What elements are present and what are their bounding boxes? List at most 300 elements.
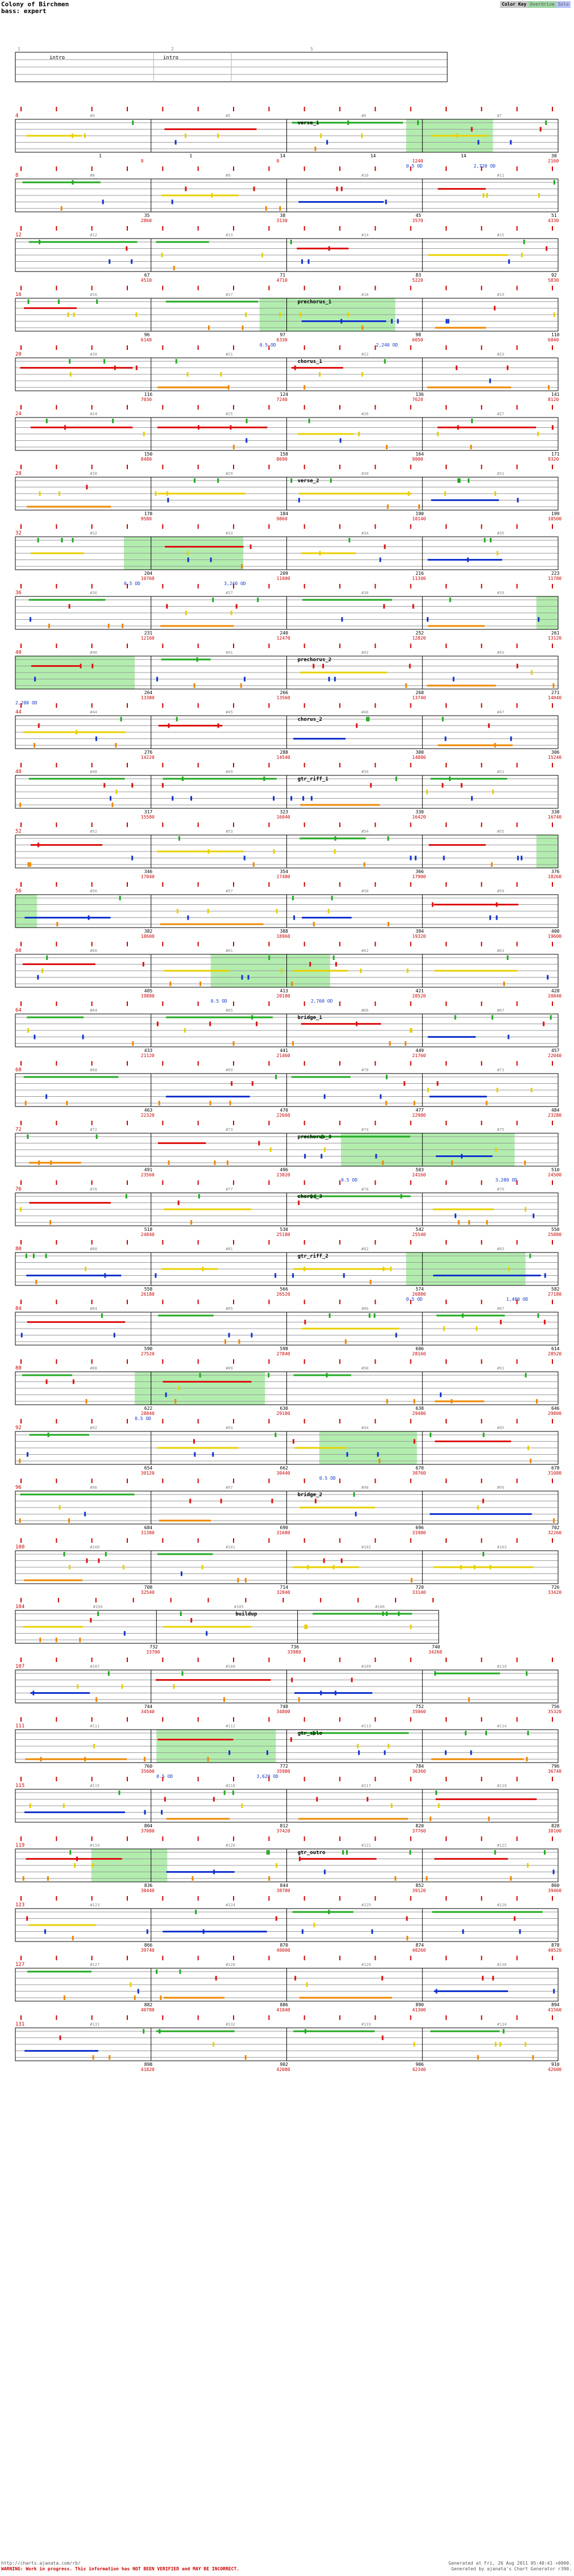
measure-marker: #38 bbox=[361, 591, 369, 595]
note-gem bbox=[199, 1373, 201, 1377]
note-gem bbox=[443, 1326, 445, 1331]
note-count: 870 bbox=[280, 1943, 288, 1948]
cumulative-score: 33420 bbox=[548, 1590, 562, 1595]
overdrive-score: 3,620 OD bbox=[256, 1774, 278, 1779]
cumulative-score: 28160 bbox=[412, 1351, 426, 1356]
measure-marker: #105 bbox=[234, 1605, 244, 1609]
note-gem bbox=[291, 982, 293, 986]
note-gem bbox=[244, 677, 246, 682]
note-gem bbox=[313, 664, 314, 669]
note-count: 866 bbox=[144, 1943, 153, 1948]
note-count: 405 bbox=[144, 988, 153, 993]
note-gem bbox=[85, 1267, 86, 1271]
note-count: 852 bbox=[415, 1883, 424, 1888]
note-count: 376 bbox=[551, 869, 560, 874]
note-gem bbox=[369, 1313, 371, 1318]
cumulative-score: 21760 bbox=[412, 1053, 426, 1058]
measure-marker: #69 bbox=[226, 1068, 233, 1072]
note-gem bbox=[238, 1578, 239, 1583]
note-count: 590 bbox=[144, 1346, 153, 1351]
note-gem bbox=[241, 564, 243, 569]
note-gem bbox=[544, 1320, 546, 1325]
note-gem bbox=[19, 803, 21, 807]
note-gem bbox=[341, 1559, 343, 1563]
measure-marker: #13 bbox=[226, 233, 233, 237]
note-gem bbox=[97, 1611, 99, 1616]
note-gem bbox=[160, 1995, 161, 2000]
note-gem bbox=[45, 1254, 47, 1258]
note-gem bbox=[138, 1989, 139, 1994]
note-count: 300 bbox=[415, 750, 424, 755]
note-gem bbox=[178, 1386, 180, 1391]
note-gem bbox=[470, 1751, 472, 1755]
cumulative-score: 27180 bbox=[548, 1292, 562, 1297]
measure-marker: #41 bbox=[226, 650, 233, 655]
note-gem bbox=[178, 1201, 180, 1205]
cumulative-score: 10140 bbox=[412, 516, 426, 521]
note-gem bbox=[156, 1969, 157, 1974]
measure-marker: #46 bbox=[361, 710, 369, 715]
note-gem bbox=[388, 1744, 389, 1748]
note-gem bbox=[413, 604, 414, 609]
row-measure-number: 80 bbox=[15, 1246, 22, 1252]
cumulative-score: 29480 bbox=[412, 1411, 426, 1416]
note-gem bbox=[445, 1751, 447, 1755]
measure-marker: #115 bbox=[90, 1784, 100, 1788]
cumulative-score: 16740 bbox=[548, 815, 562, 820]
note-gem bbox=[457, 425, 459, 430]
note-gem bbox=[213, 1870, 215, 1874]
note-gem bbox=[26, 1917, 28, 1921]
song-title: Colony of Birchmen bbox=[1, 1, 69, 8]
note-gem bbox=[82, 1035, 84, 1039]
overdrive-score: 2,240 OD bbox=[376, 343, 398, 348]
note-gem bbox=[232, 1790, 234, 1795]
note-gem bbox=[304, 1154, 306, 1159]
note-gem bbox=[45, 1095, 47, 1099]
note-gem bbox=[126, 1194, 127, 1199]
note-gem bbox=[187, 372, 189, 377]
note-gem bbox=[179, 1969, 181, 1974]
overdrive-score: 3,240 OD bbox=[224, 581, 246, 586]
note-gem bbox=[486, 1220, 488, 1225]
note-gem bbox=[241, 1803, 243, 1808]
measure-marker: #109 bbox=[361, 1664, 371, 1669]
legend-key-label: Color Key bbox=[500, 1, 528, 8]
note-gem bbox=[248, 975, 249, 980]
note-gem bbox=[169, 982, 171, 986]
measure-marker: #40 bbox=[90, 650, 97, 655]
row-measure-number: 48 bbox=[15, 769, 22, 775]
note-gem bbox=[406, 1936, 408, 1940]
note-gem bbox=[477, 140, 479, 145]
measure-marker: #79 bbox=[497, 1187, 505, 1192]
cumulative-score: 38780 bbox=[276, 1888, 290, 1893]
row-measure-number: 88 bbox=[15, 1366, 22, 1371]
note-gem bbox=[324, 1870, 326, 1874]
note-gem bbox=[26, 1254, 27, 1258]
note-gem bbox=[124, 1631, 126, 1636]
note-gem bbox=[410, 856, 411, 861]
note-count: 690 bbox=[280, 1525, 288, 1530]
note-gem bbox=[263, 776, 265, 781]
cumulative-score: 5830 bbox=[548, 278, 559, 283]
note-gem bbox=[427, 617, 429, 622]
note-gem bbox=[488, 724, 490, 728]
measure-marker: #54 bbox=[361, 829, 369, 834]
note-gem bbox=[215, 1976, 217, 1981]
note-count: 804 bbox=[144, 1823, 153, 1828]
note-gem bbox=[548, 385, 550, 390]
note-gem bbox=[410, 1625, 411, 1629]
measure-marker: #111 bbox=[90, 1724, 100, 1729]
note-gem bbox=[303, 385, 305, 390]
note-gem bbox=[168, 1160, 170, 1165]
cumulative-score: 38100 bbox=[548, 1828, 562, 1834]
note-gem bbox=[302, 1930, 303, 1934]
measure-marker: #99 bbox=[497, 1485, 505, 1490]
measure-marker: #20 bbox=[90, 352, 97, 357]
note-gem bbox=[340, 439, 342, 443]
cumulative-score: 11340 bbox=[412, 576, 426, 581]
note-count: 354 bbox=[280, 869, 288, 874]
note-gem bbox=[208, 325, 210, 330]
measure-marker: #55 bbox=[497, 829, 505, 834]
measure-marker: #116 bbox=[226, 1784, 235, 1788]
note-gem bbox=[526, 1757, 528, 1761]
note-gem bbox=[257, 598, 259, 602]
note-gem bbox=[155, 1274, 156, 1278]
note-gem bbox=[492, 1976, 494, 1981]
cumulative-score: 42080 bbox=[276, 2067, 290, 2072]
note-count: 268 bbox=[415, 690, 424, 695]
cumulative-score: 26880 bbox=[412, 1292, 426, 1297]
note-count: 116 bbox=[144, 392, 153, 397]
measure-marker: #97 bbox=[226, 1485, 233, 1490]
note-gem bbox=[159, 1101, 160, 1105]
measure-marker: #96 bbox=[90, 1485, 97, 1490]
note-gem bbox=[328, 1910, 330, 1914]
note-count: 382 bbox=[144, 929, 153, 934]
note-gem bbox=[409, 1850, 411, 1855]
note-gem bbox=[115, 743, 117, 748]
cumulative-score: 18600 bbox=[140, 934, 155, 939]
note-count: 421 bbox=[415, 988, 424, 993]
note-gem bbox=[273, 796, 274, 801]
measure-marker: #125 bbox=[361, 1903, 371, 1907]
note-gem bbox=[386, 1075, 388, 1079]
note-gem bbox=[38, 538, 39, 542]
note-gem bbox=[72, 180, 73, 185]
difficulty-label: bass: expert bbox=[1, 7, 47, 15]
note-gem bbox=[182, 1671, 184, 1676]
note-gem bbox=[489, 916, 491, 920]
note-gem bbox=[69, 359, 70, 364]
note-gem bbox=[108, 1671, 110, 1676]
measure-marker: #87 bbox=[497, 1306, 505, 1311]
cumulative-score: 39120 bbox=[412, 1888, 426, 1893]
cumulative-score: 31080 bbox=[548, 1471, 562, 1476]
note-gem bbox=[265, 206, 267, 211]
cumulative-score: 19600 bbox=[548, 934, 562, 939]
note-gem bbox=[46, 419, 48, 423]
row-measure-number: 111 bbox=[15, 1723, 25, 1729]
note-count: 550 bbox=[551, 1227, 560, 1232]
measure-marker: #91 bbox=[497, 1366, 505, 1371]
note-gem bbox=[194, 683, 196, 688]
measure-marker: #118 bbox=[497, 1784, 507, 1788]
cumulative-score: 20520 bbox=[412, 993, 426, 999]
measure-marker: #64 bbox=[90, 1008, 97, 1013]
note-gem bbox=[298, 1201, 300, 1205]
note-gem bbox=[485, 1731, 487, 1735]
note-gem bbox=[79, 1638, 81, 1642]
note-gem bbox=[132, 1041, 134, 1046]
note-gem bbox=[184, 1028, 186, 1033]
note-gem bbox=[333, 1565, 335, 1569]
note-gem bbox=[306, 1982, 307, 1987]
note-gem bbox=[307, 1565, 309, 1569]
cumulative-score: 16420 bbox=[412, 815, 426, 820]
note-gem bbox=[524, 1160, 526, 1165]
cumulative-score: 12820 bbox=[412, 636, 426, 641]
legend-overdrive: Overdrive bbox=[528, 1, 556, 8]
cumulative-score: 23560 bbox=[140, 1172, 155, 1178]
note-gem bbox=[214, 1160, 216, 1165]
note-gem bbox=[290, 478, 292, 483]
note-gem bbox=[180, 1611, 182, 1616]
note-gem bbox=[329, 1313, 331, 1318]
note-gem bbox=[190, 1618, 192, 1623]
cumulative-score: 37420 bbox=[276, 1828, 290, 1834]
note-gem bbox=[366, 717, 368, 721]
footer-url[interactable]: http://charts.ajanata.com/rb/ bbox=[1, 2561, 81, 2566]
note-gem bbox=[166, 604, 168, 609]
note-gem bbox=[304, 1625, 306, 1629]
note-gem bbox=[69, 1850, 71, 1855]
note-gem bbox=[213, 2042, 214, 2047]
note-gem bbox=[418, 504, 420, 509]
note-gem bbox=[434, 1671, 436, 1676]
note-count: 394 bbox=[415, 929, 424, 934]
measure-marker: #49 bbox=[226, 770, 233, 774]
measure-marker: #80 bbox=[90, 1247, 97, 1251]
note-gem bbox=[157, 1022, 159, 1026]
note-gem bbox=[322, 664, 324, 669]
measure-marker: #81 bbox=[226, 1247, 233, 1251]
note-gem bbox=[510, 1876, 511, 1881]
note-gem bbox=[471, 419, 473, 423]
note-count: 622 bbox=[144, 1406, 153, 1411]
cumulative-score: 28520 bbox=[548, 1351, 562, 1356]
note-gem bbox=[59, 1505, 61, 1510]
note-gem bbox=[292, 896, 294, 900]
legend-solo: Solo bbox=[556, 1, 571, 8]
measure-marker: #124 bbox=[226, 1903, 235, 1907]
note-gem bbox=[382, 1160, 384, 1165]
note-gem bbox=[405, 1041, 406, 1046]
measure-marker: #17 bbox=[226, 293, 233, 297]
note-gem bbox=[385, 200, 387, 204]
note-count: 306 bbox=[551, 750, 560, 755]
note-gem bbox=[185, 133, 186, 138]
measure-marker: #24 bbox=[90, 412, 97, 416]
cumulative-score: 19320 bbox=[412, 934, 426, 939]
measure-marker: #65 bbox=[226, 1008, 233, 1013]
measure-marker: #110 bbox=[497, 1664, 507, 1669]
note-count: 902 bbox=[280, 2062, 288, 2067]
measure-marker: #47 bbox=[497, 710, 505, 715]
note-gem bbox=[305, 2029, 306, 2034]
note-gem bbox=[382, 2036, 384, 2040]
note-count: 510 bbox=[551, 1167, 560, 1172]
note-gem bbox=[112, 419, 114, 423]
note-gem bbox=[240, 683, 242, 688]
measure-marker: #4 bbox=[90, 114, 95, 118]
measure-marker: #59 bbox=[497, 889, 505, 894]
note-gem bbox=[391, 1803, 393, 1808]
note-gem bbox=[188, 558, 189, 562]
note-gem bbox=[494, 306, 496, 311]
note-gem bbox=[404, 1082, 405, 1086]
note-gem bbox=[60, 2036, 61, 2040]
measure-marker: #72 bbox=[90, 1128, 97, 1132]
note-gem bbox=[467, 558, 469, 562]
note-gem bbox=[109, 2055, 110, 2060]
cumulative-score: 1240 bbox=[412, 158, 423, 164]
note-gem bbox=[143, 2029, 144, 2034]
note-gem bbox=[30, 862, 31, 867]
note-gem bbox=[181, 1572, 182, 1576]
cumulative-score: 41300 bbox=[412, 2007, 426, 2013]
note-gem bbox=[471, 796, 473, 801]
note-gem bbox=[523, 240, 525, 244]
note-gem bbox=[394, 1876, 396, 1881]
note-gem bbox=[298, 498, 300, 503]
row-measure-number: 4 bbox=[15, 113, 19, 119]
note-gem bbox=[111, 803, 113, 807]
measure-marker: #37 bbox=[226, 591, 233, 595]
measure-marker: #58 bbox=[361, 889, 369, 894]
note-count: 124 bbox=[280, 392, 288, 397]
note-gem bbox=[164, 1797, 166, 1802]
note-gem bbox=[503, 982, 505, 986]
note-count: 518 bbox=[144, 1227, 153, 1232]
note-gem bbox=[380, 1095, 381, 1099]
note-gem bbox=[456, 133, 458, 138]
measure-marker: #130 bbox=[497, 1963, 507, 1967]
cumulative-score: 27520 bbox=[140, 1351, 155, 1356]
cumulative-score: 20180 bbox=[276, 993, 290, 999]
note-count: 678 bbox=[551, 1466, 560, 1471]
note-gem bbox=[238, 1339, 240, 1344]
note-gem bbox=[527, 1446, 529, 1450]
note-count: 702 bbox=[551, 1525, 560, 1530]
cumulative-score: 13380 bbox=[140, 695, 155, 700]
note-gem bbox=[486, 193, 488, 198]
note-count: 732 bbox=[149, 1644, 158, 1650]
note-gem bbox=[358, 1751, 360, 1755]
note-gem bbox=[95, 737, 97, 741]
measure-marker: #94 bbox=[361, 1426, 369, 1430]
note-gem bbox=[66, 1101, 68, 1105]
note-gem bbox=[143, 962, 144, 967]
note-gem bbox=[34, 1035, 35, 1039]
note-count: 30 bbox=[551, 153, 557, 158]
note-count: 178 bbox=[144, 511, 153, 516]
note-gem bbox=[490, 538, 492, 542]
note-gem bbox=[531, 670, 533, 675]
cumulative-score: 3570 bbox=[412, 218, 423, 223]
note-gem bbox=[443, 856, 445, 861]
note-gem bbox=[388, 836, 389, 841]
note-gem bbox=[244, 856, 246, 861]
note-gem bbox=[486, 1101, 488, 1105]
measure-marker: #28 bbox=[90, 471, 97, 476]
cumulative-score: 23280 bbox=[548, 1113, 562, 1118]
section-label: verse_1 bbox=[297, 120, 319, 126]
note-count: 271 bbox=[551, 690, 560, 695]
section-label: prechorus_1 bbox=[297, 299, 332, 305]
note-gem bbox=[483, 1552, 484, 1556]
cumulative-score: 30120 bbox=[140, 1471, 155, 1476]
note-gem bbox=[298, 1697, 300, 1702]
measure-marker: #112 bbox=[226, 1724, 235, 1729]
note-gem bbox=[49, 1220, 51, 1225]
note-gem bbox=[76, 1857, 78, 1861]
note-gem bbox=[537, 432, 539, 436]
note-gem bbox=[343, 1274, 345, 1278]
cumulative-score: 42340 bbox=[412, 2067, 426, 2072]
note-gem bbox=[536, 1399, 538, 1404]
note-gem bbox=[328, 677, 330, 682]
measure-marker: #119 bbox=[90, 1843, 100, 1848]
note-gem bbox=[442, 783, 443, 788]
note-gem bbox=[508, 260, 510, 264]
note-gem bbox=[30, 617, 31, 622]
note-gem bbox=[268, 955, 270, 960]
note-gem bbox=[386, 1399, 388, 1404]
note-gem bbox=[268, 1373, 269, 1377]
note-gem bbox=[212, 1452, 214, 1457]
note-gem bbox=[279, 206, 281, 211]
note-gem bbox=[91, 1863, 93, 1868]
measure-marker: #9 bbox=[226, 173, 231, 178]
measure-marker: #68 bbox=[90, 1068, 97, 1072]
note-count: 898 bbox=[144, 2062, 153, 2067]
note-gem bbox=[313, 922, 315, 926]
note-count: 171 bbox=[551, 452, 560, 457]
note-gem bbox=[304, 1320, 306, 1325]
note-gem bbox=[50, 1160, 52, 1165]
note-gem bbox=[301, 260, 303, 264]
cumulative-score: 35060 bbox=[412, 1709, 426, 1714]
cumulative-score: 25880 bbox=[548, 1232, 562, 1237]
note-gem bbox=[144, 1757, 145, 1761]
note-gem bbox=[207, 909, 209, 913]
note-gem bbox=[435, 1790, 437, 1795]
note-gem bbox=[96, 299, 98, 304]
measure-marker: #95 bbox=[497, 1426, 505, 1430]
section-label: verse_2 bbox=[297, 478, 319, 484]
measure-marker: #73 bbox=[226, 1128, 233, 1132]
measure-marker: #48 bbox=[90, 770, 97, 774]
note-gem bbox=[47, 1876, 49, 1881]
note-gem bbox=[450, 598, 451, 602]
note-gem bbox=[529, 1254, 531, 1258]
note-gem bbox=[378, 1459, 380, 1463]
note-gem bbox=[84, 1757, 86, 1761]
